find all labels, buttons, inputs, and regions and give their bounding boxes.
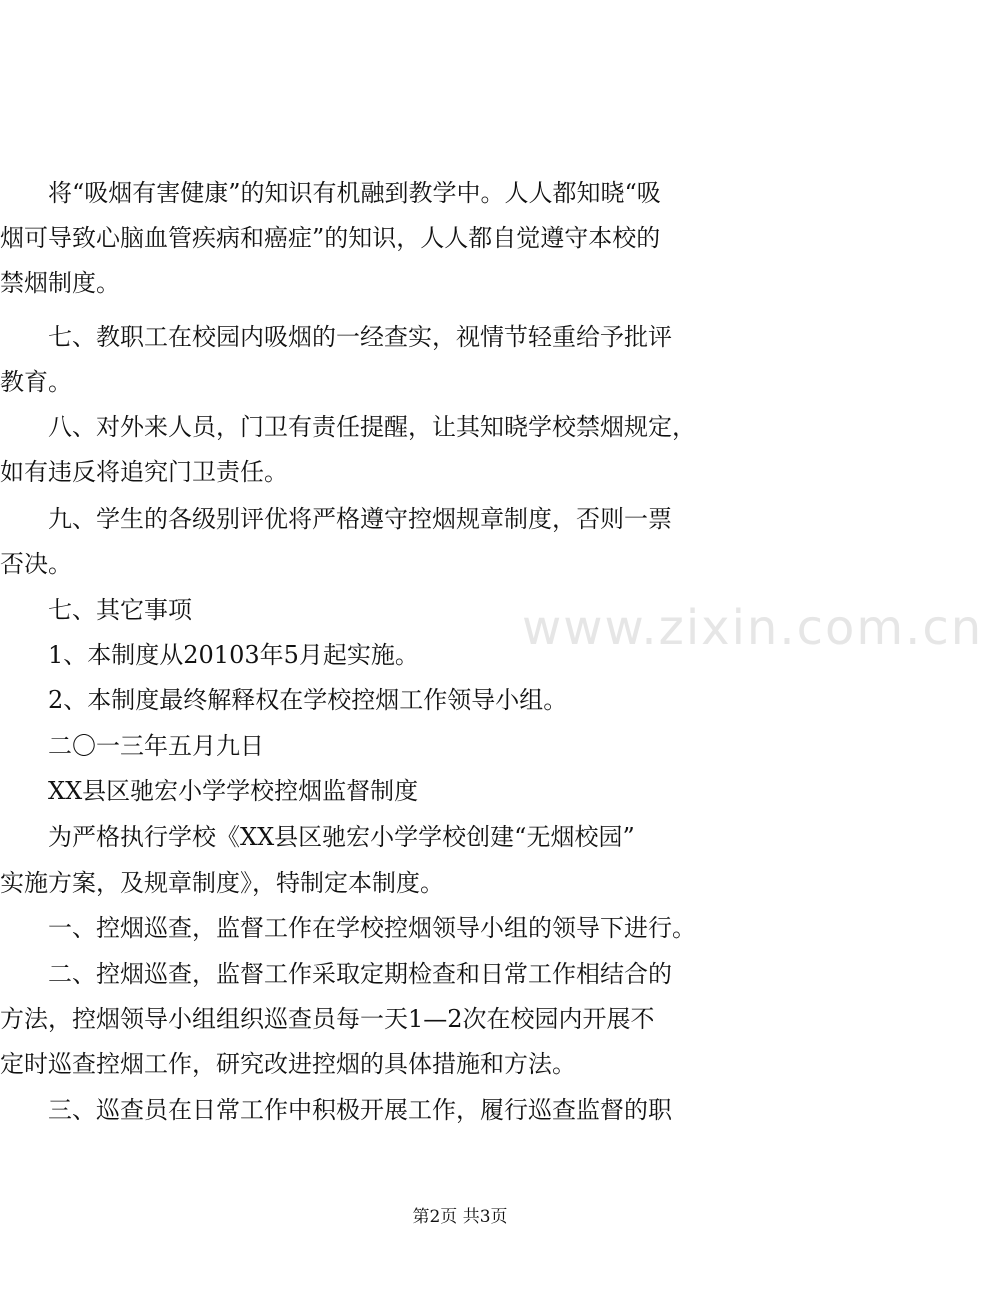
date-line: 二〇一三年五月九日 <box>0 732 264 760</box>
paragraph-line: 定时巡查控烟工作，研究改进控烟的具体措施和方法。 <box>0 1050 576 1078</box>
paragraph-line: 一、控烟巡查，监督工作在学校控烟领导小组的领导下进行。 <box>0 914 696 942</box>
paragraph-line: 如有违反将追究门卫责任。 <box>0 458 288 486</box>
watermark: www.zixin.com.cn <box>522 600 983 656</box>
paragraph-line: 二、控烟巡查，监督工作采取定期检查和日常工作相结合的 <box>0 960 672 988</box>
paragraph-line: 禁烟制度。 <box>0 269 120 297</box>
paragraph-line: 否决。 <box>0 550 72 578</box>
paragraph-line: 实施方案，及规章制度》，特制定本制度。 <box>0 869 444 897</box>
section-heading: 七、其它事项 <box>0 596 192 624</box>
paragraph-line: 七、教职工在校园内吸烟的一经查实，视情节轻重给予批评 <box>0 323 672 351</box>
paragraph-line: 方法，控烟领导小组组织巡查员每一天1—2次在校园内开展不 <box>0 1005 655 1033</box>
paragraph-line: 烟可导致心脑血管疾病和癌症”的知识，人人都自觉遵守本校的 <box>0 224 661 252</box>
page-footer: 第2页 共3页 <box>412 1207 508 1227</box>
paragraph-line: 教育。 <box>0 368 72 396</box>
document-title: XX县区驰宏小学学校控烟监督制度 <box>0 777 419 805</box>
paragraph-line: 三、巡查员在日常工作中积极开展工作，履行巡查监督的职 <box>0 1096 672 1124</box>
paragraph-line: 八、对外来人员，门卫有责任提醒，让其知晓学校禁烟规定， <box>0 413 696 441</box>
paragraph-line: 将“吸烟有害健康”的知识有机融到教学中。人人都知晓“吸 <box>0 179 661 207</box>
paragraph-line: 2、本制度最终解释权在学校控烟工作领导小组。 <box>0 686 568 714</box>
paragraph-line: 为严格执行学校《XX县区驰宏小学学校创建“无烟校园” <box>0 823 635 851</box>
paragraph-line: 1、本制度从20103年5月起实施。 <box>0 641 419 669</box>
paragraph-line: 九、学生的各级别评优将严格遵守控烟规章制度，否则一票 <box>0 505 672 533</box>
